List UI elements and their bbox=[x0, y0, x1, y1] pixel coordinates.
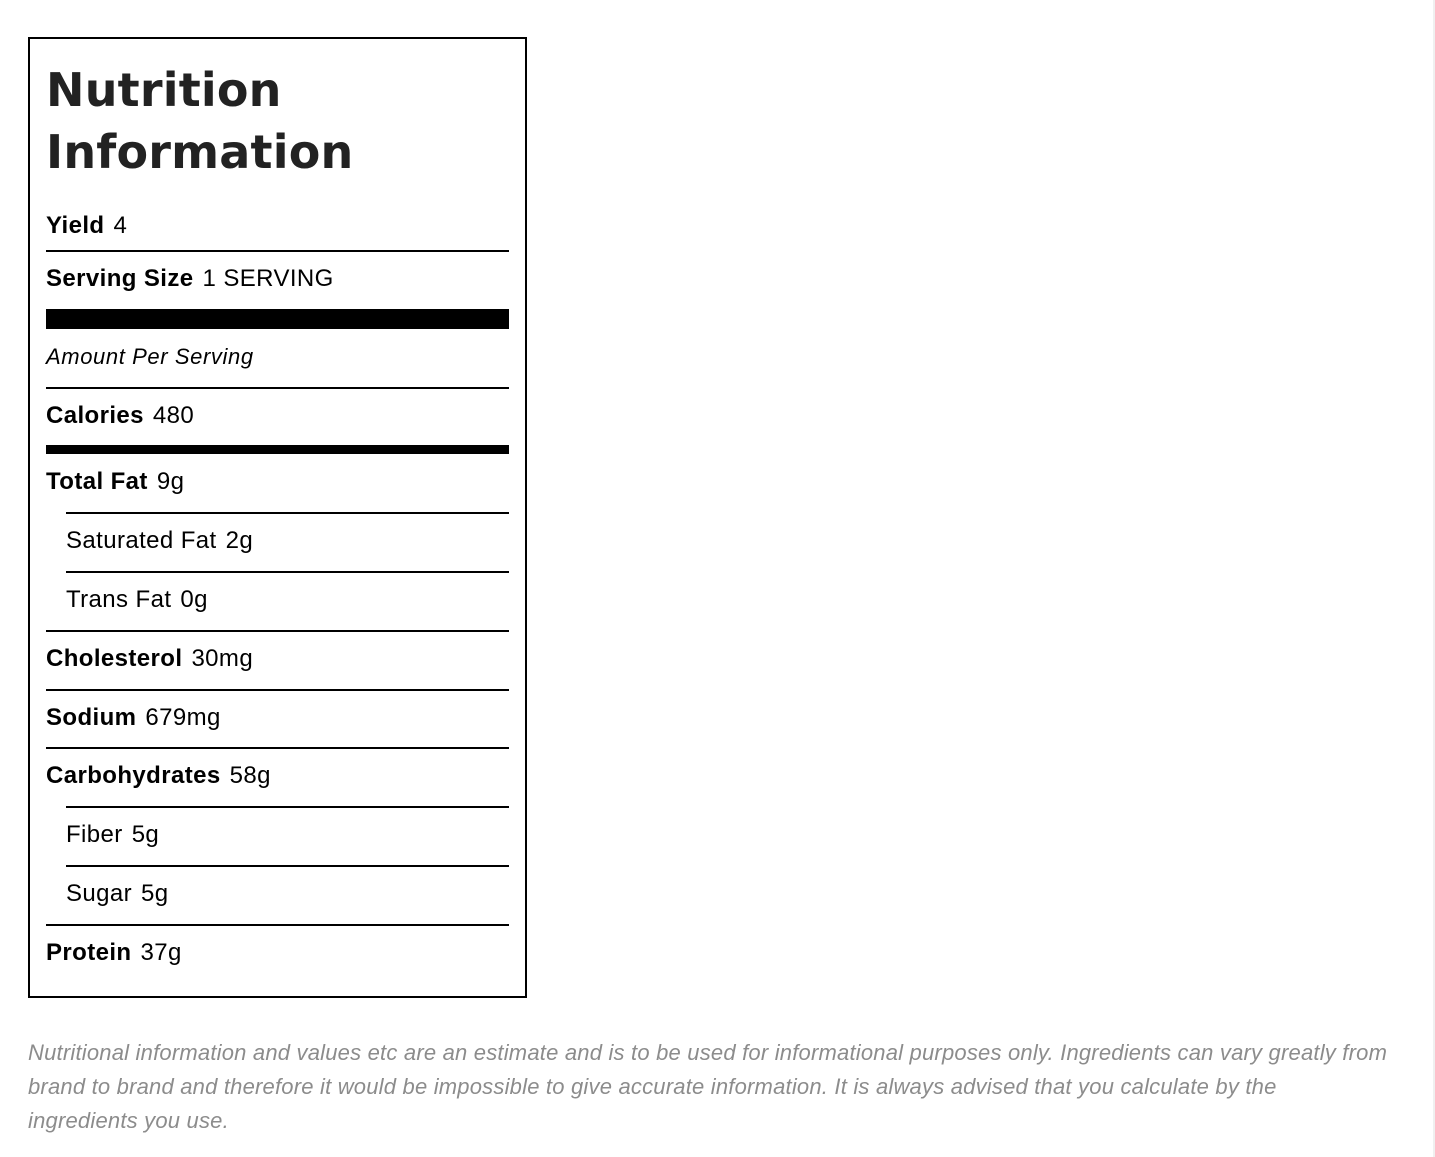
protein-label: Protein bbox=[46, 939, 132, 966]
divider bbox=[46, 924, 509, 926]
divider bbox=[46, 250, 509, 252]
yield-row bbox=[46, 212, 509, 240]
nutrition-label bbox=[28, 37, 527, 998]
amount-per-serving: Amount Per Serving bbox=[46, 344, 254, 369]
divider bbox=[46, 747, 509, 749]
trans-fat-label: Trans Fat bbox=[66, 586, 172, 613]
sodium-label: Sodium bbox=[46, 704, 137, 731]
saturated-fat-value: 2g bbox=[225, 527, 254, 554]
carbohydrates-value: 58g bbox=[229, 762, 271, 789]
divider bbox=[46, 689, 509, 691]
yield-value: 4 bbox=[113, 212, 128, 239]
medium-divider bbox=[46, 445, 509, 454]
fiber-label: Fiber bbox=[66, 821, 123, 848]
carbohydrates-row bbox=[46, 762, 509, 790]
sugar-value: 5g bbox=[141, 880, 169, 907]
total-fat-label: Total Fat bbox=[46, 468, 148, 495]
divider bbox=[66, 806, 509, 808]
sodium-value: 679mg bbox=[145, 704, 221, 731]
yield-label: Yield bbox=[46, 212, 105, 239]
divider bbox=[66, 512, 509, 514]
fiber-row bbox=[66, 821, 509, 849]
serving-size-row bbox=[46, 265, 509, 293]
cholesterol-row bbox=[46, 645, 509, 673]
fiber-value: 5g bbox=[131, 821, 160, 848]
calories-row bbox=[46, 402, 509, 430]
cholesterol-value: 30mg bbox=[191, 645, 254, 672]
serving-size-value: 1 SERVING bbox=[202, 265, 334, 292]
trans-fat-row bbox=[66, 586, 509, 614]
total-fat-value: 9g bbox=[156, 468, 185, 495]
sodium-row bbox=[46, 704, 509, 732]
calories-value: 480 bbox=[152, 402, 195, 429]
calories-label: Calories bbox=[46, 402, 144, 429]
sugar-row bbox=[66, 880, 509, 908]
divider bbox=[46, 387, 509, 389]
nutrition-title: Nutrition Information bbox=[46, 63, 354, 179]
sugar-label: Sugar bbox=[66, 880, 133, 907]
nutrition-disclaimer: Nutritional information and values etc are an estimate and is to be used for informational purposes only. Ingredients can vary greatly from brand to brand and therefore it would be impossible to give accurate information. It is always advised that you calculate by the ingredients you use. bbox=[28, 1040, 1388, 1133]
thick-divider bbox=[46, 309, 509, 329]
cholesterol-label: Cholesterol bbox=[46, 645, 183, 672]
divider bbox=[66, 865, 509, 867]
serving-size-label: Serving Size bbox=[46, 265, 194, 292]
divider bbox=[46, 630, 509, 632]
carbohydrates-label: Carbohydrates bbox=[46, 762, 221, 789]
total-fat-row bbox=[46, 468, 509, 496]
saturated-fat-row bbox=[66, 527, 509, 555]
divider bbox=[66, 571, 509, 573]
protein-value: 37g bbox=[140, 939, 182, 966]
protein-row bbox=[46, 939, 509, 967]
saturated-fat-label: Saturated Fat bbox=[66, 527, 217, 554]
trans-fat-value: 0g bbox=[180, 586, 208, 613]
